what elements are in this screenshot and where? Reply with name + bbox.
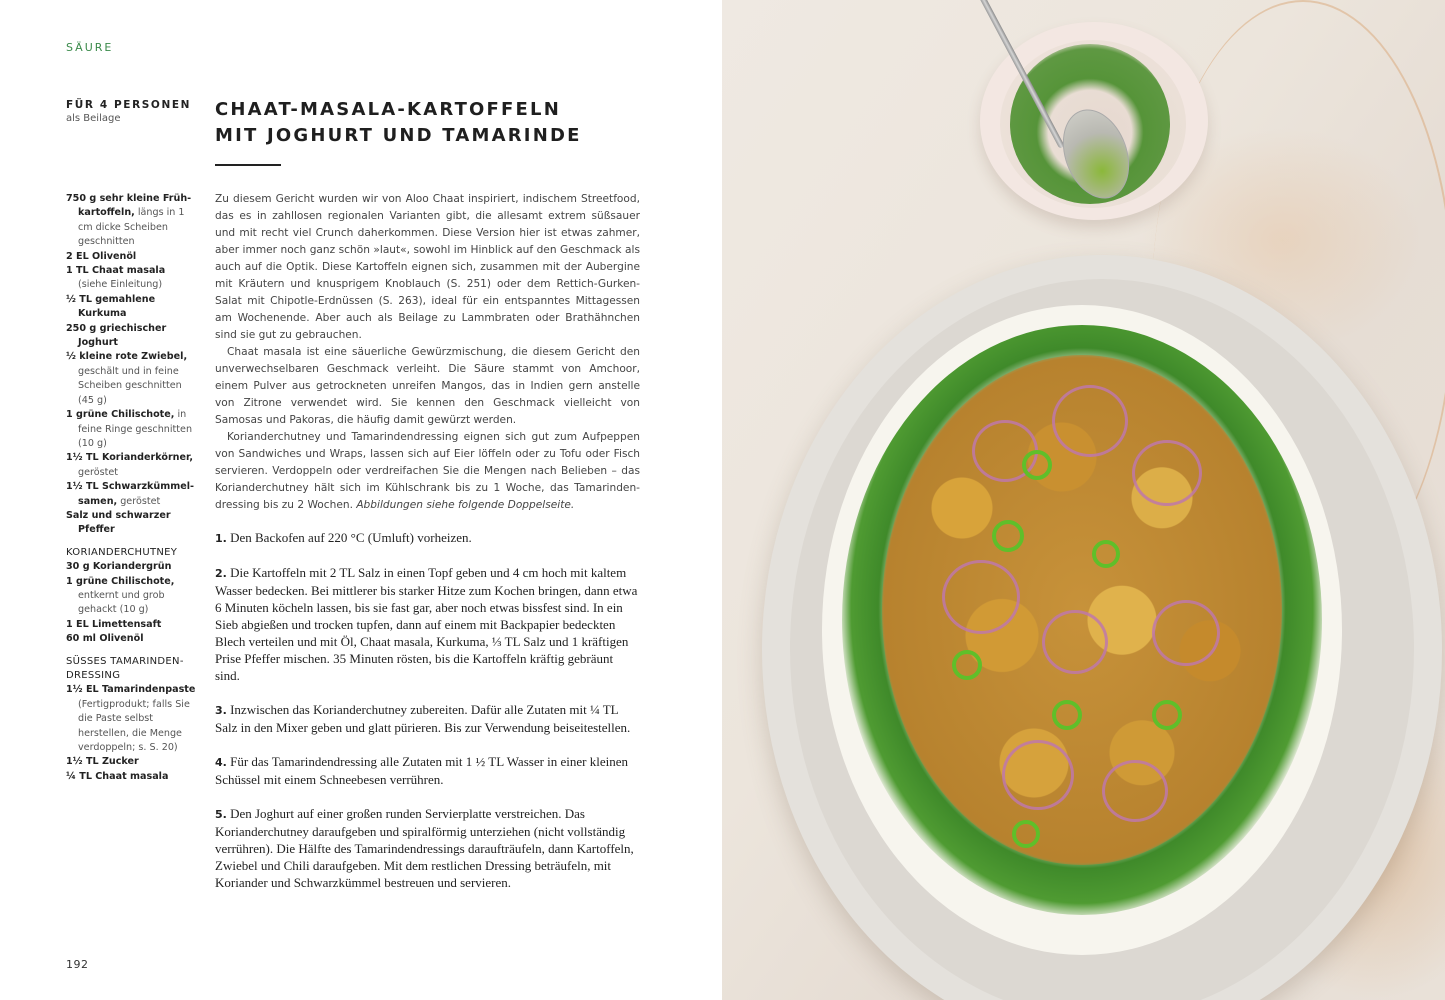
ingredient-item — [66, 350, 196, 408]
ingredient-item — [66, 575, 196, 618]
ingredient-item — [66, 192, 196, 250]
ingredient-note: geröstet — [117, 495, 161, 507]
ingredient-note: geröstet — [78, 466, 119, 478]
ingredient-amount: 30 g Koriandergrün — [66, 561, 172, 573]
chili-ring — [1092, 540, 1120, 568]
recipe-title — [215, 97, 582, 149]
ingredient-item — [66, 322, 196, 351]
ingredient-note: längs in 1 cm dicke Scheiben geschnitten — [78, 207, 185, 248]
step-text: Den Backofen auf 220 °C (Umluft) vorheizen. — [226, 530, 472, 545]
chili-ring — [952, 650, 982, 680]
image-reference-note: Abbildungen siehe folgende Doppelseite. — [356, 499, 575, 511]
method-steps — [215, 529, 640, 908]
ingredient-amount: 1 EL Limettensaft — [66, 618, 162, 630]
ingredient-amount: Salz und schwarzer Pfeffer — [66, 509, 171, 536]
ingredient-amount: 1 grüne Chilischote, — [66, 575, 175, 587]
step-number: 2. — [215, 567, 227, 580]
intro-text — [215, 191, 640, 514]
ingredients-list — [66, 192, 196, 784]
step-text: Die Kartoffeln mit 2 TL Salz in einen Topf geben und 4 cm hoch mit kaltem Wasser bedecken. Bei mittlerer bis starker Hitze zum Kochen bringen, dann etwa 6 Minuten köcheln lassen, bis sie fast gar, aber noch etwas bissfest sind. In ein Sieb abgießen und trocken tupfen, dann auf einem mit Backpapier bedeckten Blech verteilen und mit Öl, Chaat masala, Kurkuma, ⅓ TL Salz und 1 kräftigen Prise Pfeffer mischen. 35 Minuten rösten, bis die Kartoffeln kräftig gebräunt sind. — [215, 565, 638, 683]
ingredient-item — [66, 451, 196, 480]
servings-note: als Beilage — [66, 113, 121, 124]
ingredient-note: in feine Ringe geschnitten (10 g) — [78, 409, 193, 449]
onion-ring — [1152, 600, 1220, 666]
ingredient-amount: 2 EL Olivenöl — [66, 250, 137, 262]
chili-ring — [1052, 700, 1082, 730]
title-line-2: MIT JOGHURT UND TAMARINDE — [215, 125, 582, 146]
section-label: SÄURE — [66, 41, 114, 54]
ingredient-item — [66, 770, 196, 784]
ingredient-item — [66, 683, 196, 755]
ingredient-amount: ½ TL gemahlene Kurkuma — [66, 293, 156, 320]
ingredient-amount: 1 grüne Chilischote, — [66, 409, 175, 421]
ingredient-item — [66, 509, 196, 538]
ingredient-note: (Fertigprodukt; falls Sie die Paste selbst herstellen, die Menge verdoppeln; s. S. 20) — [78, 698, 190, 754]
step-text: Für das Tamarindendressing alle Zutaten mit 1 ½ TL Wasser in einer kleinen Schüssel mit einem Schneebesen verrühren. — [215, 754, 629, 787]
ingredient-note: (siehe Einleitung) — [78, 279, 163, 291]
onion-ring — [942, 560, 1020, 634]
left-page — [0, 0, 722, 1000]
chili-ring — [1022, 450, 1052, 480]
ingredient-item — [66, 480, 196, 509]
ingredient-amount: ¼ TL Chaat masala — [66, 770, 169, 782]
chili-ring — [1012, 820, 1040, 848]
onion-ring — [1002, 740, 1074, 810]
intro-paragraph-1: Zu diesem Gericht wurden wir von Aloo Chaat inspiriert, indischem Streetfood, das es in zahllosen regionalen Varianten gibt, die allesamt extrem süßsauer und mit recht viel Crunch daherkommen. Diese Version hier ist etwas zahmer, aber immer noch ganz schön »laut«, sowohl im Hinblick auf den Geschmack als auch auf die Optik. Diese Kartoffeln eignen sich, zusammen mit der Aubergine mit Kräutern und knusprigem Knoblauch (S. 251) oder dem Rettich-Gurken-Salat mit Chipotle-Erdnüssen (S. 263), ideal für ein entspanntes Mittagessen am Wochenende. Aber auch als Beilage zu Lammbraten oder Brathähnchen sind sie gut zu gebrauchen. — [215, 193, 640, 341]
page-number: 192 — [66, 958, 89, 971]
step-number: 4. — [215, 756, 227, 769]
step — [215, 529, 640, 547]
step-number: 3. — [215, 704, 227, 717]
food-photo — [722, 0, 1445, 1000]
ingredient-amount: 1 TL Chaat masala — [66, 265, 166, 277]
ingredient-amount: 250 g griechischer Joghurt — [66, 322, 167, 349]
ingredient-item — [66, 632, 196, 646]
intro-paragraph-3-text: Korianderchutney und Tamarindendressing eignen sich gut zum Aufpeppen von Sandwiches und Wraps, lassen sich auf Eier löffeln oder zu Tofu oder Fisch servieren. Verdoppeln oder verdreifachen Sie die Mengen nach Belieben – das Korianderchutney hält sich im Kühlschrank bis zu 1 Woche, das Tamarindendressing bis zu 2 Wochen. — [215, 431, 640, 511]
ingredient-amount: 1½ EL Tamarindenpaste — [66, 684, 196, 696]
servings-label: FÜR 4 PERSONEN — [66, 99, 191, 111]
onion-ring — [1042, 610, 1108, 674]
step — [215, 805, 640, 891]
ingredient-amount: 1½ TL Zucker — [66, 756, 139, 768]
ingredient-item — [66, 264, 196, 293]
intro-paragraph-2: Chaat masala ist eine säuerliche Gewürzmischung, die diesem Gericht den unverwechselbaren Geschmack verleiht. Die Säure stammt von Amchoor, einem Pulver aus getrockneten unreifen Mangos, das in Indien gern anstelle von Zitrone verwendet wird. Sie kennen den Geschmack vielleicht von Samosas und Pakoras, die häufig damit gewürzt werden. — [215, 346, 640, 426]
chutney-heading: KORIANDERCHUTNEY — [66, 546, 178, 558]
chili-ring — [1152, 700, 1182, 730]
ingredient-amount: 60 ml Olivenöl — [66, 633, 144, 645]
onion-ring — [1102, 760, 1168, 822]
ingredient-amount: ½ kleine rote Zwiebel, — [66, 351, 188, 363]
dressing-heading: SÜSSES TAMARINDEN-DRESSING — [66, 655, 184, 681]
onion-ring — [1132, 440, 1202, 506]
step-text: Inzwischen das Korianderchutney zubereiten. Dafür alle Zutaten mit ¼ TL Salz in den Mixer geben und glatt pürieren. Bis zur Verwendung beiseitestellen. — [215, 702, 631, 735]
step-number: 1. — [215, 532, 227, 545]
step — [215, 753, 640, 788]
step — [215, 701, 640, 736]
ingredient-item — [66, 560, 196, 574]
ingredient-note: geschält und in feine Scheiben geschnitten (45 g) — [78, 365, 182, 406]
chili-ring — [992, 520, 1024, 552]
ingredient-item — [66, 755, 196, 769]
ingredient-item — [66, 293, 196, 322]
intro-paragraph-3 — [215, 429, 640, 514]
ingredient-amount: 1½ TL Korianderkörner, — [66, 452, 193, 464]
step-number: 5. — [215, 808, 227, 821]
onion-ring — [1052, 385, 1128, 457]
ingredient-item — [66, 618, 196, 632]
servings-block — [66, 99, 191, 124]
ingredient-amount: 1½ TL Schwarzkümmel-samen, — [66, 481, 195, 507]
step-text: Den Joghurt auf einer großen runden Servierplatte verstreichen. Das Korianderchutney daraufgeben und spiralförmig unterziehen (nicht vollständig verrühren). Die Hälfte des Tamarindendressings daraufträufeln, dann Kartoffeln, Zwiebel und Chili daraufgeben. Mit dem restlichen Dressing beträufeln, mit Koriander und Schwarzkümmel bestreuen und servieren. — [215, 806, 634, 890]
title-line-1: CHAAT-MASALA-KARTOFFELN — [215, 99, 561, 120]
step — [215, 564, 640, 684]
ingredient-item — [66, 408, 196, 451]
ingredient-item — [66, 250, 196, 264]
title-divider — [215, 164, 281, 166]
ingredient-note: entkernt und grob gehackt (10 g) — [78, 589, 165, 616]
ingredient-amount: 750 g sehr kleine Früh-kartoffeln, — [66, 193, 192, 219]
